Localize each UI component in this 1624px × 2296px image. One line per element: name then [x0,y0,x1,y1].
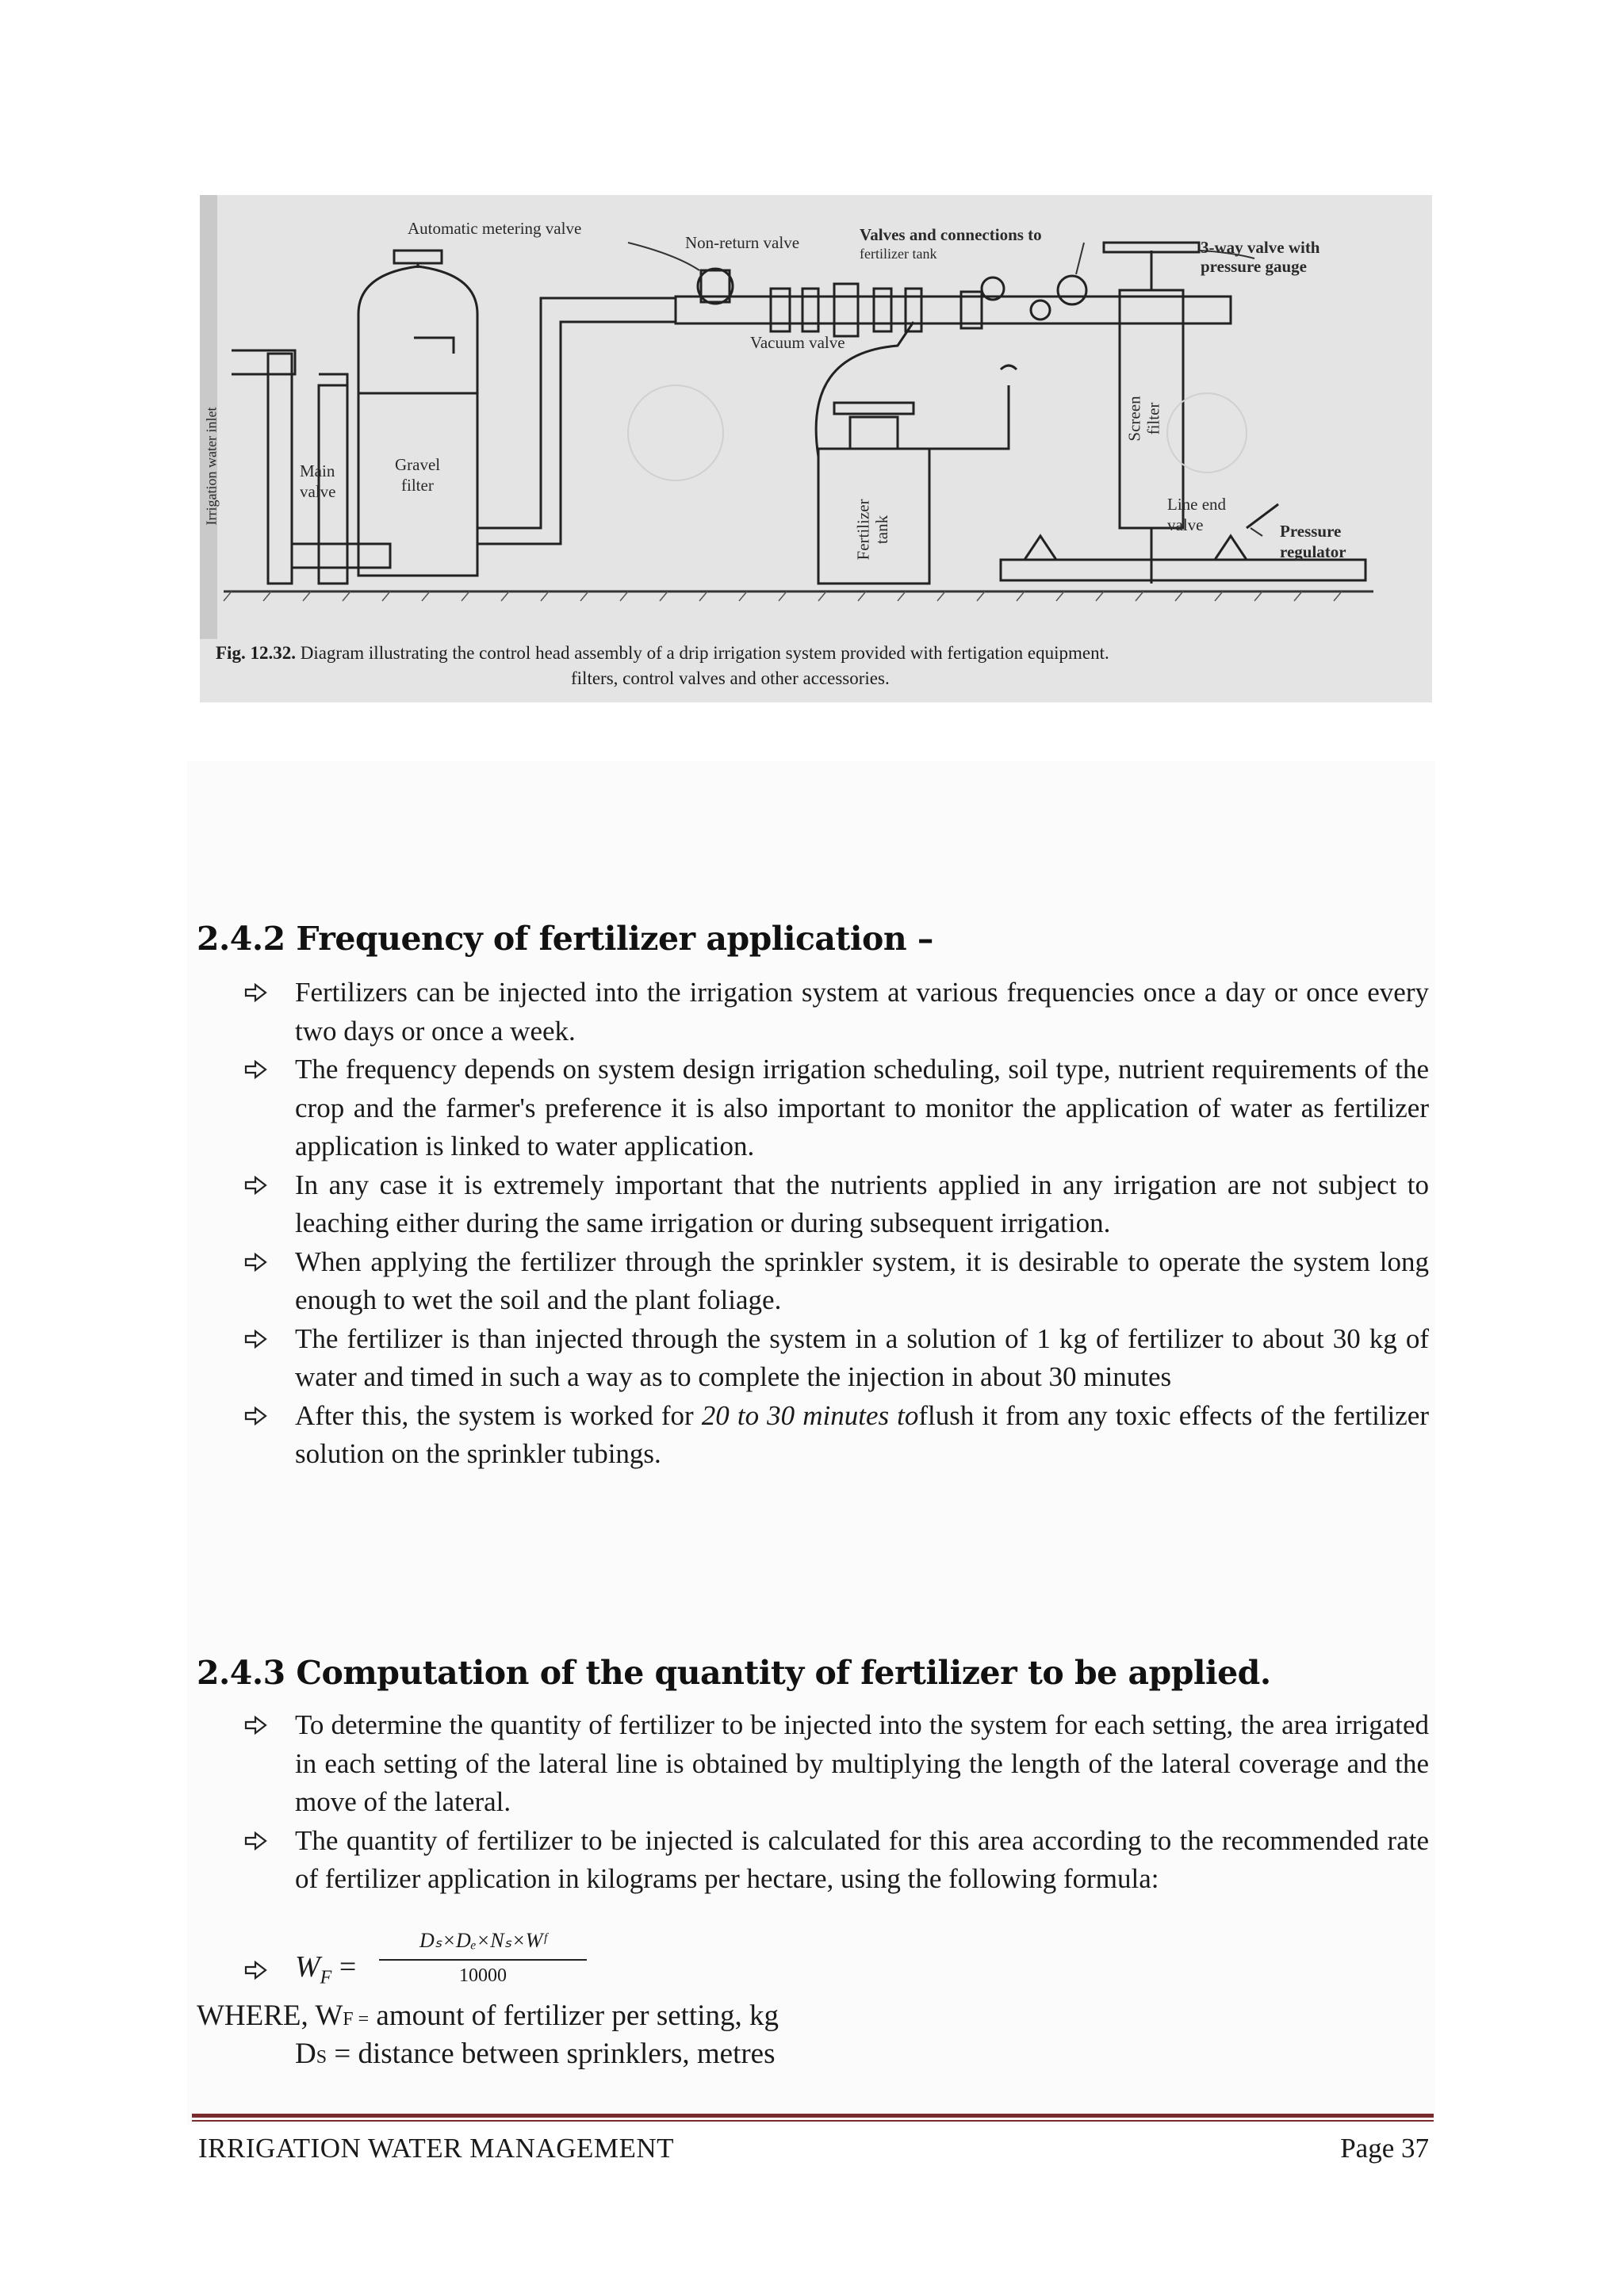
label-irrigation-water-inlet: Irrigation water inlet [203,407,220,526]
label-fertilizer-tank-2: tank [872,515,892,545]
label-automatic-metering-valve: Automatic metering valve [408,219,582,238]
label-pressure-regulator-2: regulator [1280,542,1346,561]
computation-bullet-list [244,1706,1429,1899]
formula-numerator: Dₛ×Dₑ×Nₛ×Wᶠ [419,1929,546,1952]
label-main-valve-2: valve [300,482,336,501]
label-main-valve-1: Main [300,461,335,480]
arrow-bullet-icon [244,1716,268,1735]
bullet-text-pre: After this, the system is worked for [295,1399,702,1431]
label-vacuum-valve: Vacuum valve [750,333,845,352]
bullet-text: When applying the fertilizer through the sprinkler system, it is desirable to operate the system long enough to wet the soil and the plant foliage. [295,1246,1429,1315]
arrow-bullet-icon [244,1330,268,1349]
figure-caption [216,641,1421,691]
label-line-end-valve-2: valve [1167,515,1204,534]
bullet-text: To determine the quantity of fertilizer to be injected into the system for each setting, the area irrigated in each setting of the lateral line is obtained by multiplying the length of the lateral coverage and the move of the lateral. [295,1709,1429,1817]
label-three-way-valve-1: 3-way valve with [1201,238,1320,257]
section-heading-computation: 2.4.3 Computation of the quantity of fertilizer to be applied. [197,1654,1271,1692]
bullet-text: In any case it is extremely important that the nutrients applied in any irrigation are not subject to leaching either during the same irrigation or during subsequent irrigation. [295,1169,1429,1238]
bullet-text-post: flush it from any toxic effects of the fertilizer solution on the sprinkler tubings. [295,1399,1429,1469]
bullet-text: The quantity of fertilizer to be injected is calculated for this area according to the recommended rate of fertilizer application in kilograms per hectare, using the following formula: [295,1824,1429,1894]
list-item [244,1706,1429,1822]
label-valves-connections-2: fertilizer tank [860,246,937,262]
formula-wf [244,1929,720,2000]
footer-rule-thick [192,2114,1434,2118]
footer-title: IRRIGATION WATER MANAGEMENT [198,2133,675,2164]
formula-fraction [379,1929,587,1987]
label-valves-connections-1: Valves and connections to [860,225,1042,244]
caption-line-1: Diagram illustrating the control head assembly of a drip irrigation system provided with fertigation equipment. [300,643,1109,663]
arrow-bullet-icon [244,983,268,1002]
label-non-return-valve: Non-return valve [685,233,800,252]
caption-line-2: filters, control valves and other accessories. [571,668,890,688]
label-three-way-valve-2: pressure gauge [1201,257,1307,276]
bullet-text: The frequency depends on system design irrigation scheduling, soil type, nutrient requirements of the crop and the farmer's preference it is also important to monitor the application of water as fertilizer application is linked to water application. [295,1054,1429,1161]
frequency-bullet-list [244,974,1429,1474]
list-item [244,1320,1429,1397]
arrow-bullet-icon [244,1253,268,1272]
where-definition-wf: WHERE, WF = amount of fertilizer per setting, kg [197,1999,779,2032]
arrow-bullet-icon [244,1406,268,1425]
formula-denominator: 10000 [459,1965,507,1986]
list-item [244,974,1429,1050]
label-gravel-filter-2: filter [401,476,434,495]
formula-lhs: $W_F$ = [295,1950,357,1988]
arrow-bullet-icon [244,1176,268,1195]
bullet-text-italic: 20 to 30 minutes to [701,1399,919,1431]
arrow-bullet-icon [244,1060,268,1079]
label-screen-filter-1: Screen [1124,396,1144,442]
label-pressure-regulator-1: Pressure [1280,522,1342,541]
where-definition-ds: DS = distance between sprinklers, metres [295,2038,776,2070]
page-number: Page 37 [1340,2133,1429,2164]
arrow-bullet-icon [244,1831,268,1850]
fraction-bar [379,1959,587,1961]
figure-number: Fig. 12.32. [216,643,296,663]
footer-rule-thin [192,2120,1434,2122]
label-gravel-filter-1: Gravel [395,455,441,474]
label-fertilizer-tank-1: Fertilizer [853,499,873,561]
arrow-bullet-icon [244,1961,268,1980]
list-item [244,1166,1429,1243]
bullet-text: Fertilizers can be injected into the irrigation system at various frequencies once a day or once every two days or once a week. [295,977,1429,1047]
bullet-text: The fertilizer is than injected through the system in a solution of 1 kg of fertilizer to about 30 kg of water and timed in such a way as to complete the injection in about 30 minutes [295,1322,1429,1392]
label-line-end-valve-1: Line end [1167,495,1227,514]
label-screen-filter-2: filter [1143,402,1163,435]
list-item [244,1243,1429,1320]
section-heading-frequency: 2.4.2 Frequency of fertilizer application – [197,920,933,958]
list-item [244,1050,1429,1166]
list-item [244,1822,1429,1899]
list-item [244,1397,1429,1474]
figure-drip-control-head [200,195,1432,702]
